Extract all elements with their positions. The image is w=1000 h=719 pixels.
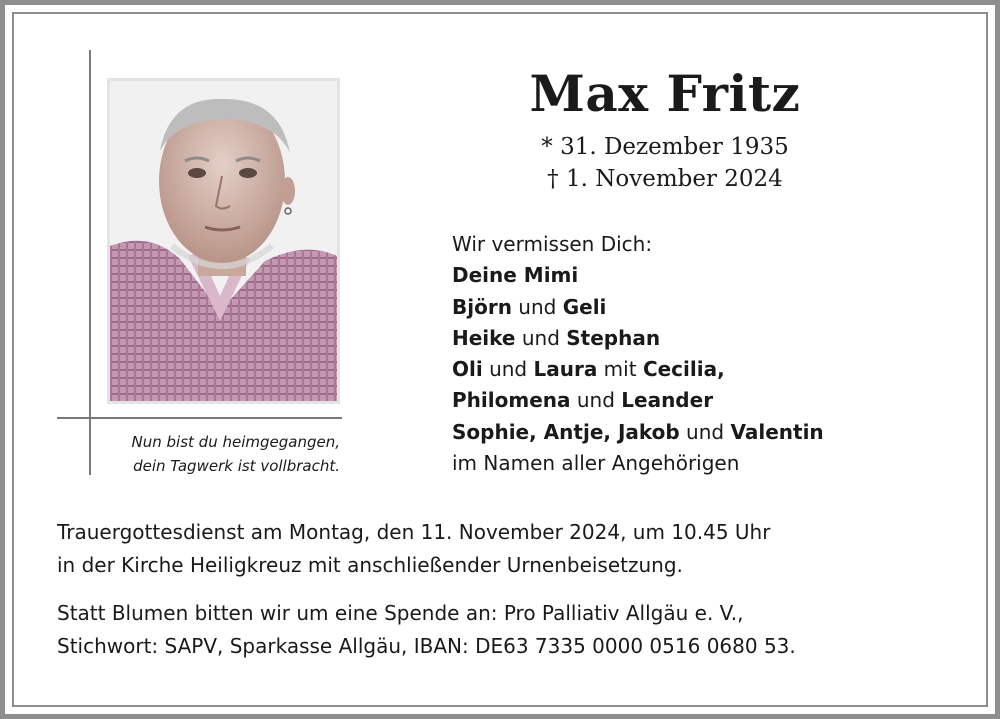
mourner-connector: und xyxy=(679,419,731,444)
mourner-lines xyxy=(452,260,972,448)
portrait-photo xyxy=(107,78,340,404)
service-line-1: Trauergottesdienst am Montag, den 11. November 2024, um 10.45 Uhr xyxy=(57,520,771,544)
mourner-line xyxy=(452,292,972,323)
mourners-block xyxy=(452,229,972,479)
mourner-name: Laura xyxy=(533,357,598,382)
mourner-name: Valentin xyxy=(730,419,824,444)
mourner-name: Stephan xyxy=(566,325,661,350)
mourner-line xyxy=(452,417,972,448)
mourner-connector: und xyxy=(482,357,534,382)
mourner-connector: und xyxy=(515,325,567,350)
quote-line-2: dein Tagwerk ist vollbracht. xyxy=(133,457,340,475)
mourner-name: Heike xyxy=(452,325,516,350)
mourner-line xyxy=(452,260,972,291)
service-info xyxy=(57,516,977,582)
donation-info xyxy=(57,597,977,663)
vertical-rule xyxy=(89,50,91,475)
mourner-name: Geli xyxy=(562,294,607,319)
mourner-line xyxy=(452,323,972,354)
mourner-connector: und xyxy=(511,294,563,319)
service-line-2: in der Kirche Heiligkreuz mit anschließender Urnenbeisetzung. xyxy=(57,553,683,577)
deceased-name: Max Fritz xyxy=(529,64,801,123)
mourner-name: Oli xyxy=(452,357,483,382)
death-date: † 1. November 2024 xyxy=(547,166,783,192)
mourner-name: Philomena xyxy=(452,388,571,413)
mourner-connector: und xyxy=(570,388,622,413)
mourner-connector: mit xyxy=(597,357,643,382)
mourner-line xyxy=(452,385,972,416)
life-dates xyxy=(500,131,830,195)
mourner-name: Björn xyxy=(452,294,512,319)
quote-line-1: Nun bist du heimgegangen, xyxy=(131,433,340,451)
memorial-quote xyxy=(60,430,340,478)
mourner-name: Leander xyxy=(621,388,714,413)
donation-line-1: Statt Blumen bitten wir um eine Spende an: Pro Palliativ Allgäu e. V., xyxy=(57,601,744,625)
mourner-name: Deine Mimi xyxy=(452,263,579,288)
birth-date: * 31. Dezember 1935 xyxy=(541,134,789,160)
mourner-line xyxy=(452,354,972,385)
mourners-closing: im Namen aller Angehörigen xyxy=(452,451,740,476)
mourner-name: Cecilia, xyxy=(642,357,725,382)
donation-line-2: Stichwort: SAPV, Sparkasse Allgäu, IBAN: DE63 7335 0000 0516 0680 53. xyxy=(57,634,796,658)
horizontal-rule xyxy=(57,417,342,419)
mourner-name: Sophie, Antje, Jakob xyxy=(452,419,680,444)
mourners-intro: Wir vermissen Dich: xyxy=(452,232,653,256)
